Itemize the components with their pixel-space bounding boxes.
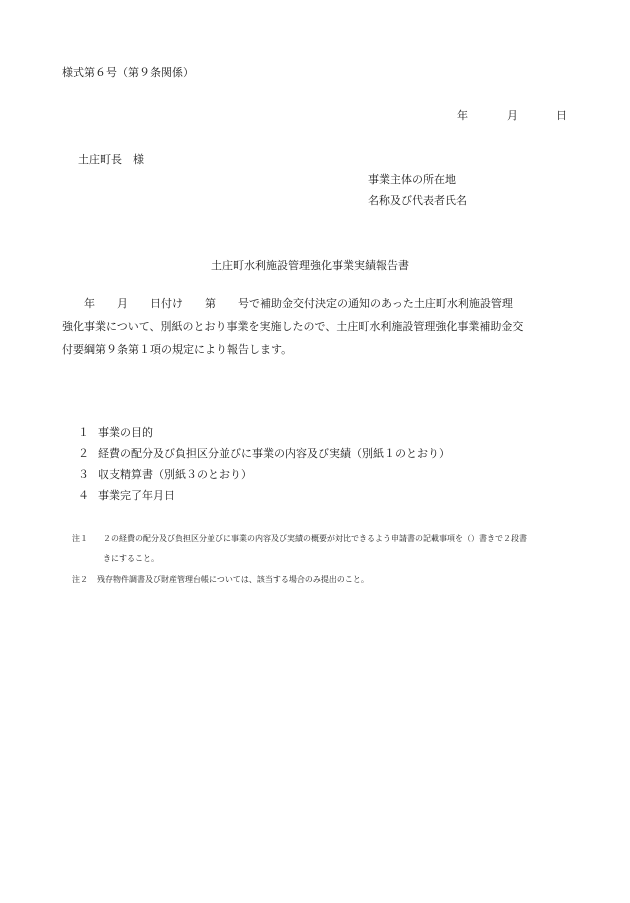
note-label: 注２ (72, 575, 88, 584)
list-item-number: ３ (78, 468, 89, 481)
list-item-text: 事業完了年月日 (98, 489, 175, 502)
list-item-number: ２ (78, 447, 89, 460)
note-text: ２の経費の配分及び負担区分並びに事業の内容及び実績の概要が対比できるよう申請書の記載事項を（）書きで２段書 (103, 534, 527, 543)
body-line-3: 付要綱第９条第１項の規定により報告します。 (62, 343, 293, 356)
date-day: 日 (556, 109, 567, 122)
list-item-text: 収支精算書（別紙３のとおり） (98, 468, 252, 481)
date-year: 年 (457, 109, 468, 122)
list-item (78, 468, 252, 481)
recipient: 土庄町長 様 (78, 153, 144, 166)
body-line-1: 年 月 日付け 第 号で補助金交付決定の通知のあった土庄町水利施設管理 (62, 297, 513, 310)
note-label: 注１ (72, 534, 88, 543)
form-number: 様式第６号（第９条関係） (62, 66, 194, 79)
list-item (78, 426, 153, 439)
list-item-text: 事業の目的 (98, 426, 153, 439)
list-item-number: ４ (78, 489, 89, 502)
note-text: 残存物件調書及び財産管理台帳については、該当する場合のみ提出のこと。 (97, 575, 369, 584)
note-text-continued: きにすること。 (103, 554, 159, 563)
list-item (78, 447, 450, 460)
body-line-2: 強化事業について、別紙のとおり事業を実施したので、土庄町水利施設管理強化事業補助金交 (62, 320, 524, 333)
list-item (78, 489, 175, 502)
applicant-name-label: 名称及び代表者氏名 (368, 194, 467, 207)
list-item-text: 経費の配分及び負担区分並びに事業の内容及び実績（別紙１のとおり） (98, 447, 450, 460)
applicant-address-label: 事業主体の所在地 (368, 173, 456, 186)
document-title: 土庄町水利施設管理強化事業実績報告書 (211, 259, 409, 272)
list-item-number: １ (78, 426, 89, 439)
date-month: 月 (507, 109, 518, 122)
